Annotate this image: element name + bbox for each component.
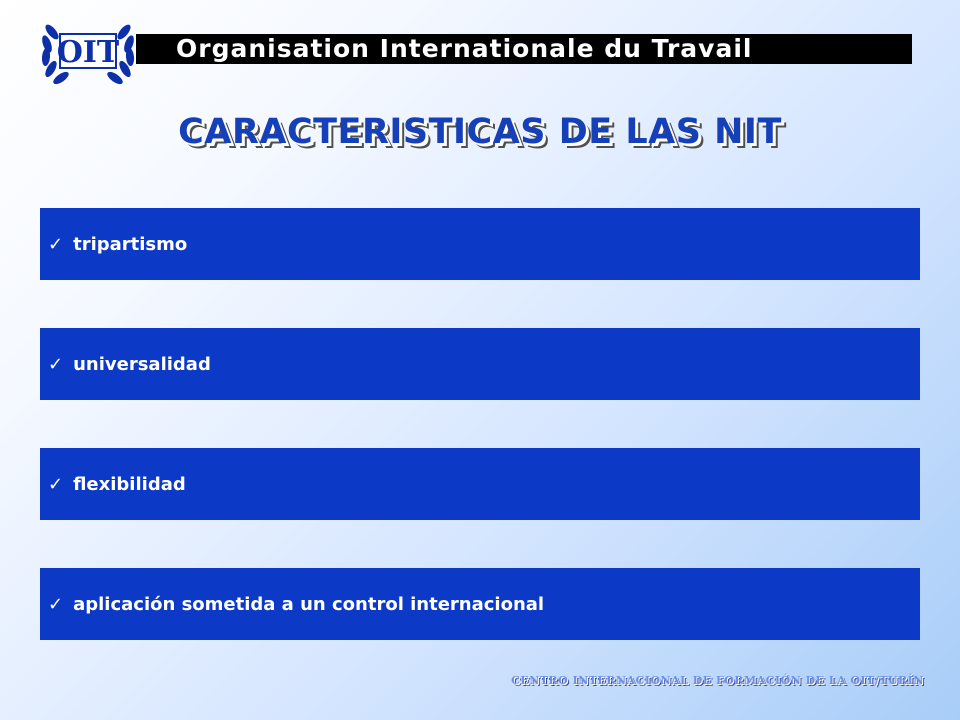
characteristics-list [40,208,920,688]
checkmark-icon: ✓ [48,473,64,495]
page-title: CARACTERISTICAS DE LAS NIT [178,112,782,152]
checkmark-icon: ✓ [48,233,64,255]
list-item-label: tripartismo [73,233,188,255]
list-item-label: flexibilidad [73,473,186,495]
laurel-wreath-icon [38,10,138,90]
footer-text: CENTRO INTERNACIONAL DE FORMACIÓN DE LA OIT/TURÍN [511,674,924,687]
list-item-label: universalidad [73,353,211,375]
header-bar [136,34,912,64]
list-item-flexibilidad [40,448,920,520]
checkmark-icon: ✓ [48,353,64,375]
list-item-universalidad [40,328,920,400]
checkmark-icon: ✓ [48,593,64,615]
list-item-control-internacional [40,568,920,640]
org-name: Organisation Internationale du Travail [176,34,753,63]
oit-logo [38,10,138,90]
list-item-tripartismo [40,208,920,280]
logo-text: OIT [56,35,120,70]
list-item-label: aplicación sometida a un control internacional [73,593,545,615]
